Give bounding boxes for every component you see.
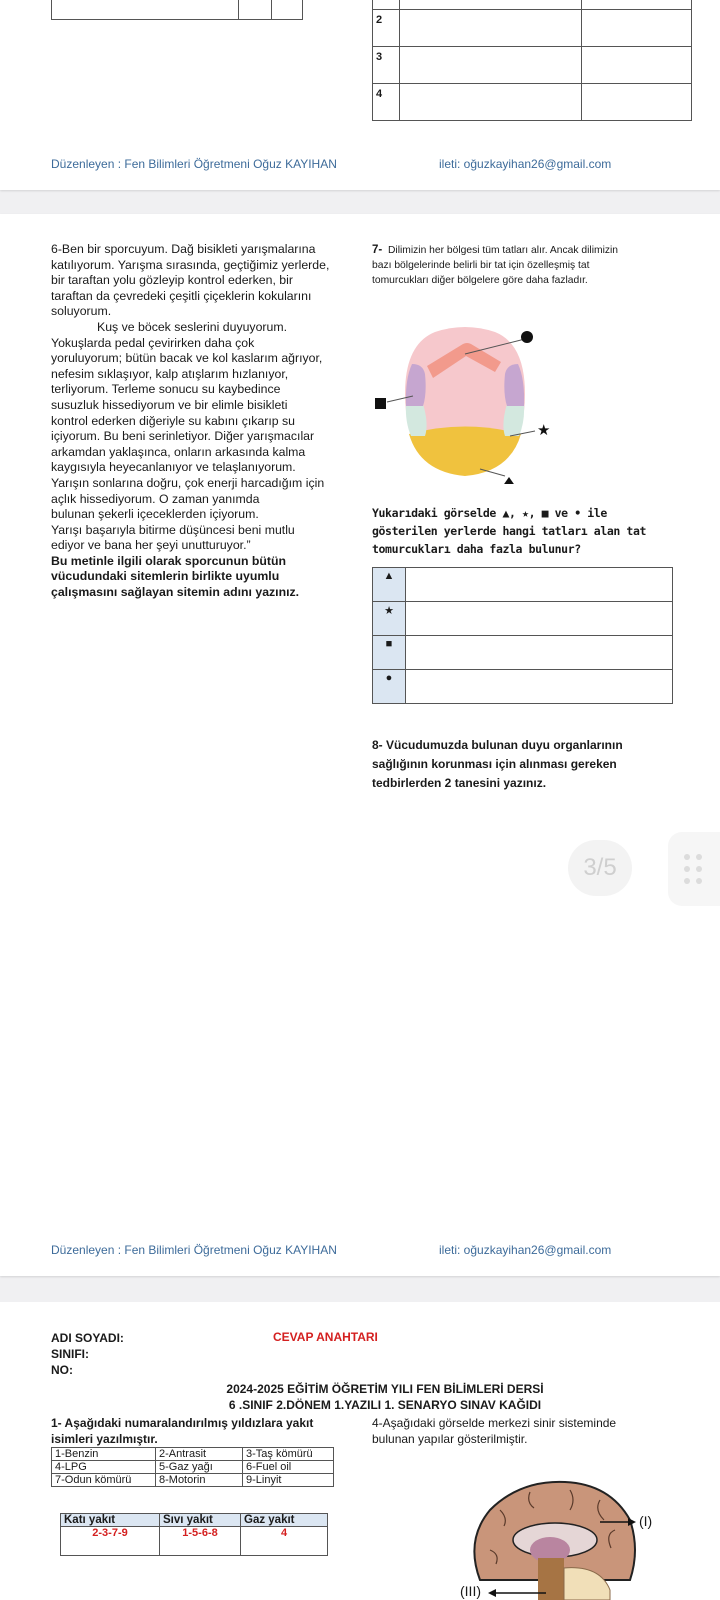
fuel-cell: 7-Odun kömürü	[52, 1474, 156, 1487]
fuel-answer-table	[60, 1513, 328, 1556]
numbered-answer-table	[372, 0, 692, 121]
question-4	[372, 1415, 616, 1447]
name-label: ADI SOYADI:	[51, 1331, 124, 1345]
question-6-line: arkamdan yaklaşınca, onların arkasında kalma	[51, 444, 306, 459]
table-header-row	[61, 1514, 328, 1527]
fuel-cell: 1-Benzin	[52, 1448, 156, 1461]
question-6-line: yoruluyorum; bütün bacak ve kol kaslarım ağrıyor,	[51, 351, 323, 366]
question-7-answer-table	[372, 567, 673, 704]
question-7-number: 7-	[372, 244, 383, 256]
footer-contact: ileti: oğuzkayihan26@gmail.com	[439, 157, 612, 171]
table-row: 3	[373, 47, 692, 84]
left-table-remnant	[51, 0, 303, 20]
question-8	[372, 736, 702, 793]
table-row: 2	[373, 10, 692, 47]
brain-diagram	[460, 1470, 680, 1600]
question-6-line: susuzluk hissediyorum ve bir elimle bisikleti	[51, 397, 288, 412]
answer-cell[interactable]	[406, 670, 673, 704]
question-6-line: Yarışı başarıyla bitirme düşüncesi beni mutlu	[51, 522, 295, 537]
question-6-line: Yarışın sonlarına doğru, çok enerji harcadığım için	[51, 475, 325, 490]
exam-title	[0, 1381, 720, 1413]
question-7-intro-line: bazı bölgelerinde belirli bir tat için özelleşmiş tat	[372, 260, 590, 271]
drag-handle-grip-icon[interactable]	[668, 832, 720, 906]
question-6-line: Kuş ve böcek seslerini duyuyorum.	[97, 319, 288, 334]
table-row	[52, 1461, 334, 1474]
question-7-intro-line: tomurcukları diğer bölgelere göre daha fazladır.	[372, 275, 588, 286]
column-header-gas: Gaz yakıt	[241, 1514, 328, 1527]
answer-cell[interactable]	[406, 602, 673, 636]
question-6-line: soluyorum.	[51, 304, 112, 319]
page-4	[0, 1302, 720, 1600]
fuel-cell: 4-LPG	[52, 1461, 156, 1474]
question-6-line: bir taraftan yolu gözleyip kontrol ederken, bir	[51, 273, 293, 288]
question-4-line: 4-Aşağıdaki görselde merkezi sinir sisteminde	[372, 1416, 617, 1430]
fuel-cell: 9-Linyit	[243, 1474, 334, 1487]
question-7-intro-line: Dilimizin her bölgesi tüm tatları alır. Ancak dilimizin	[387, 245, 619, 256]
fuel-cell: 6-Fuel oil	[243, 1461, 334, 1474]
tongue-taste-map	[365, 314, 565, 484]
question-6-prompt-line: çalışmasını sağlayan sitemin adını yazınız.	[51, 585, 300, 600]
triangle-symbol: ▲	[373, 568, 406, 602]
table-row	[373, 602, 673, 636]
number-label: NO:	[51, 1363, 73, 1377]
table-row	[373, 568, 673, 602]
exam-title-line: 6 .SINIF 2.DÖNEM 1.YAZILI 1. SENARYO SINAV KAĞIDI	[228, 1398, 542, 1412]
solid-fuel-answer: 2-3-7-9	[61, 1527, 160, 1556]
circle-symbol: ●	[373, 670, 406, 704]
question-6-line: Yokuşlarda pedal çevirirken daha çok	[51, 335, 255, 350]
question-7-prompt	[372, 504, 672, 558]
question-8-line: sağlığının korunması için alınması gereken	[372, 757, 617, 771]
star-marker-icon: ★	[537, 422, 551, 439]
column-header-solid: Katı yakıt	[61, 1514, 160, 1527]
table-row	[61, 1527, 328, 1556]
question-7-intro	[372, 243, 702, 288]
square-symbol: ■	[373, 636, 406, 670]
star-symbol: ★	[373, 602, 406, 636]
table-row	[52, 1448, 334, 1461]
question-8-line: tedbirlerden 2 tanesini yazınız.	[372, 776, 547, 790]
question-6-line: içiyorum. Bu beni serinletiyor. Diğer yarışmacılar	[51, 429, 315, 444]
question-6-prompt-line: vücudundaki sitemlerin birlikte uyumlu	[51, 569, 280, 584]
student-info	[51, 1330, 124, 1378]
question-6-prompt-line: Bu metinle ilgili olarak sporcunun bütün	[51, 553, 287, 568]
exam-title-line: 2024-2025 EĞİTİM ÖĞRETİM YILI FEN BİLİMLERİ DERSİ	[226, 1382, 544, 1396]
question-1	[51, 1415, 313, 1447]
class-label: SINIFI:	[51, 1347, 89, 1361]
question-6-prompt	[51, 554, 351, 601]
triangle-marker-icon	[502, 477, 516, 484]
table-row	[52, 1474, 334, 1487]
question-6-line: açlık hissediyorum. O zaman yanımda	[51, 491, 260, 506]
fuel-cell: 8-Motorin	[156, 1474, 243, 1487]
question-6-line: nefesim sıklaşıyor, kalp atışlarım hızlanıyor,	[51, 366, 289, 381]
table-row	[373, 670, 673, 704]
brain-label-i: (I)	[639, 1513, 653, 1529]
footer-author: Düzenleyen : Fen Bilimleri Öğretmeni Oğuz KAYIHAN	[51, 157, 337, 171]
fuel-list-table	[51, 1447, 334, 1487]
tongue-sweet-region	[409, 427, 521, 477]
question-6-line: kontrol ederken diğeriyle su kabını çıkarıp su	[51, 413, 296, 428]
table-row: 4	[373, 84, 692, 121]
question-6-line: terliyorum. Terleme sonucu su kaybedince	[51, 382, 281, 397]
fuel-cell: 3-Taş kömürü	[243, 1448, 334, 1461]
question-8-line: 8- Vücudumuzda bulunan duyu organlarının	[372, 738, 623, 752]
footer-contact: ileti: oğuzkayihan26@gmail.com	[439, 1243, 612, 1257]
page-2-of-document-tail	[0, 0, 720, 190]
footer-author: Düzenleyen : Fen Bilimleri Öğretmeni Oğuz KAYIHAN	[51, 1243, 337, 1257]
question-1-line: isimleri yazılmıştır.	[51, 1432, 158, 1446]
table-row	[373, 636, 673, 670]
question-7-prompt-line: tomurcukları daha fazla bulunur?	[372, 542, 581, 556]
tongue-salty-region-left	[406, 404, 427, 436]
arrow-left-icon	[488, 1589, 496, 1597]
fuel-cell: 2-Antrasit	[156, 1448, 243, 1461]
gas-fuel-answer: 4	[241, 1527, 328, 1556]
answer-cell[interactable]	[406, 636, 673, 670]
question-6-line: taraftan da çevredeki çeşitli çiçeklerin kokularını	[51, 288, 312, 303]
question-6-line: kaygısıyla heyecanlanıyor ve telaşlanıyorum.	[51, 460, 296, 475]
question-6-line: 6-Ben bir sporcuyum. Dağ bisikleti yarışmalarına	[51, 242, 316, 256]
column-header-liquid: Sıvı yakıt	[160, 1514, 241, 1527]
page-indicator: 3/5	[568, 840, 632, 896]
question-7-prompt-line: Yukarıdaki görselde ▲, ★, ■ ve • ile	[372, 506, 607, 520]
question-4-line: bulunan yapılar gösterilmiştir.	[372, 1432, 528, 1446]
answer-cell[interactable]	[406, 568, 673, 602]
fuel-cell: 5-Gaz yağı	[156, 1461, 243, 1474]
question-6	[51, 242, 351, 601]
question-6-line: ediyor ve bana her şeyi unutturuyor.”	[51, 538, 251, 553]
brain-label-iii: (III)	[460, 1583, 481, 1599]
question-7-prompt-line: gösterilen yerlerde hangi tatları alan tat	[372, 524, 646, 538]
question-6-text	[51, 242, 351, 554]
liquid-fuel-answer: 1-5-6-8	[160, 1527, 241, 1556]
tongue-salty-region-right	[503, 404, 524, 436]
answer-key-label: CEVAP ANAHTARI	[273, 1330, 378, 1344]
square-marker-icon	[375, 398, 386, 409]
question-1-line: 1- Aşağıdaki numaralandırılmış yıldızlara yakıt	[51, 1416, 314, 1430]
question-6-line: katılıyorum. Yarışma sırasında, geçtiğimiz yerlerde,	[51, 257, 330, 272]
page-3	[0, 214, 720, 1276]
circle-marker-icon	[521, 331, 533, 343]
question-6-line: bulunan şekerli içeceklerden içiyorum.	[51, 507, 259, 522]
